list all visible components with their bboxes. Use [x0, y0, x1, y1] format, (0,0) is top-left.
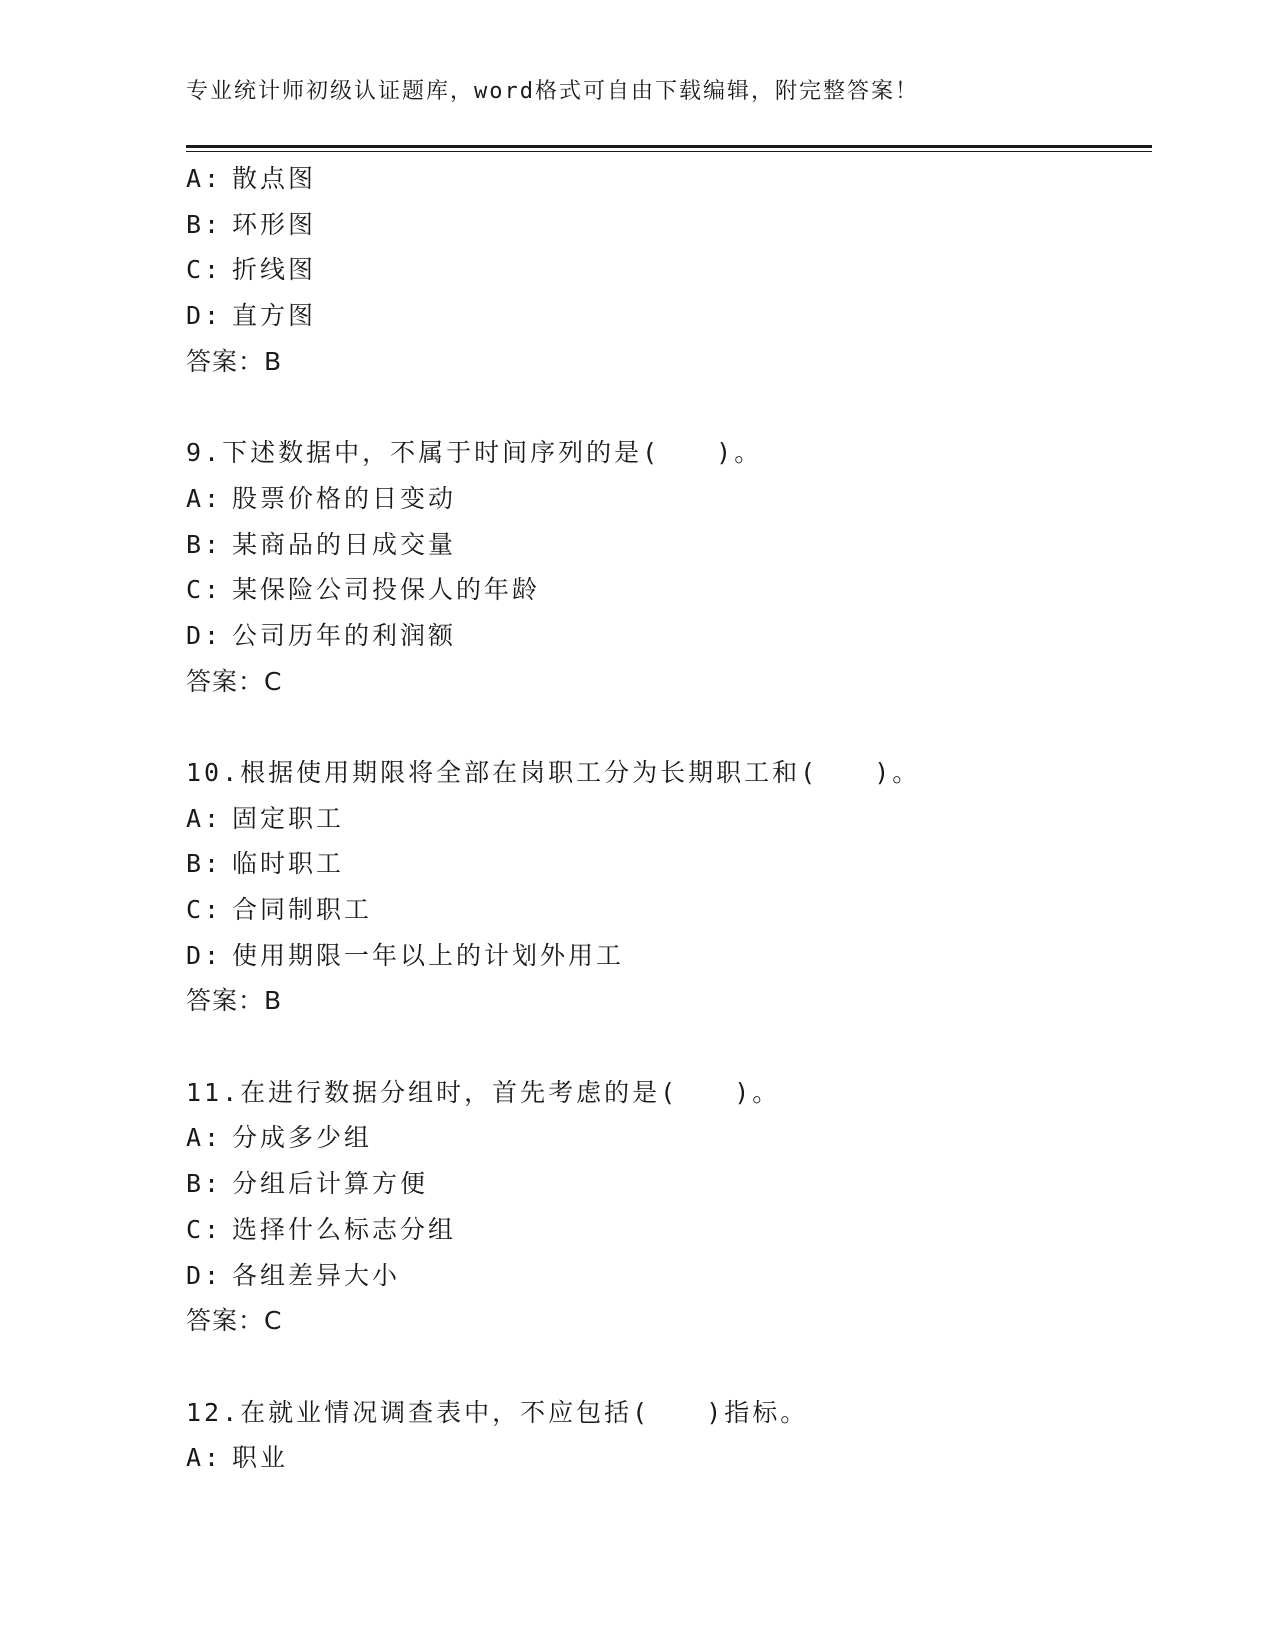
option-a: A: 固定职工	[186, 803, 345, 833]
option-d: D: 各组差异大小	[186, 1260, 401, 1290]
option-c: C: 合同制职工	[186, 895, 373, 924]
page-header: 专业统计师初级认证题库，word格式可自由下载编辑，附完整答案！	[186, 79, 919, 104]
spacer	[186, 1344, 1146, 1390]
header-rule-thick	[186, 145, 1152, 148]
spacer	[186, 704, 1146, 750]
option-a: A: 职业	[186, 1443, 289, 1473]
option-d: D: 公司历年的利润额	[186, 620, 457, 650]
spacer	[186, 1024, 1146, 1070]
option-b: B: 环形图	[186, 209, 317, 239]
option-c: C: 某保险公司投保人的年龄	[186, 575, 541, 605]
option-d: D: 使用期限一年以上的计划外用工	[186, 940, 625, 970]
option-a: A: 股票价格的日变动	[186, 483, 457, 513]
answer-line: 答案：B	[186, 346, 283, 376]
question-block-12	[186, 1390, 1146, 1481]
option-b: B: 某商品的日成交量	[186, 529, 457, 559]
question-stem: 11.在进行数据分组时，首先考虑的是( )。	[186, 1077, 781, 1107]
answer-line: 答案：B	[186, 986, 283, 1016]
question-stem: 12.在就业情况调查表中，不应包括( )指标。	[186, 1397, 809, 1427]
option-a: A: 散点图	[186, 164, 317, 193]
question-content	[186, 156, 1146, 1481]
question-block-10	[186, 750, 1146, 1024]
option-b: B: 临时职工	[186, 849, 345, 879]
option-c: C: 折线图	[186, 255, 317, 285]
header-rule-thin	[186, 151, 1152, 152]
question-stem: 10.根据使用期限将全部在岗职工分为长期职工和( )。	[186, 757, 921, 787]
answer-line: 答案：C	[186, 1306, 283, 1336]
question-block-11	[186, 1070, 1146, 1344]
question-block-8	[186, 156, 1146, 384]
option-a: A: 分成多少组	[186, 1123, 373, 1153]
option-b: B: 分组后计算方便	[186, 1169, 429, 1199]
question-block-9	[186, 430, 1146, 704]
answer-line: 答案：C	[186, 666, 283, 696]
question-stem: 9.下述数据中，不属于时间序列的是( )。	[186, 438, 763, 468]
spacer	[186, 384, 1146, 430]
option-c: C: 选择什么标志分组	[186, 1214, 457, 1244]
option-d: D: 直方图	[186, 301, 317, 331]
